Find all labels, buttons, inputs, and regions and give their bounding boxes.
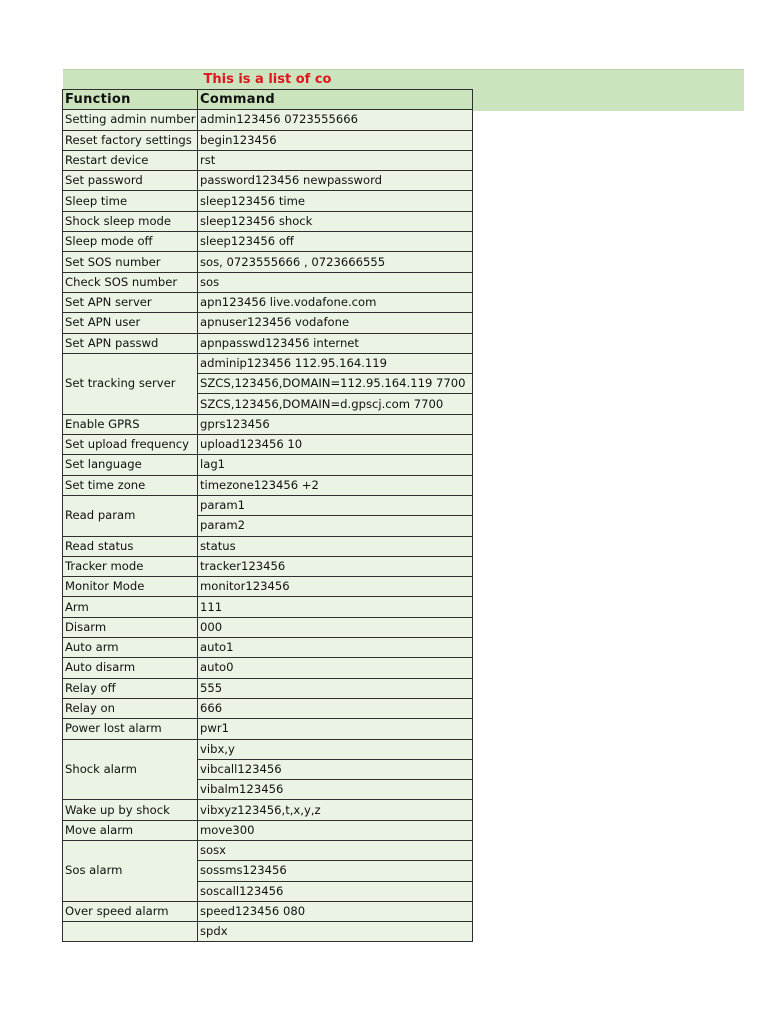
function-cell: Set language bbox=[63, 455, 198, 475]
table-header-row bbox=[63, 90, 473, 110]
table-row bbox=[63, 414, 473, 434]
command-cell: apnpasswd123456 internet bbox=[198, 333, 473, 353]
function-cell: Check SOS number bbox=[63, 272, 198, 292]
table-row bbox=[63, 739, 473, 759]
command-cell: param1 bbox=[198, 495, 473, 515]
table-row bbox=[63, 232, 473, 252]
command-cell: sos, 0723555666 , 0723666555 bbox=[198, 252, 473, 272]
command-cell: 666 bbox=[198, 698, 473, 718]
command-cell: gprs123456 bbox=[198, 414, 473, 434]
function-cell: Set APN user bbox=[63, 313, 198, 333]
function-cell: Set APN server bbox=[63, 292, 198, 312]
command-cell: sos bbox=[198, 272, 473, 292]
command-cell: apn123456 live.vodafone.com bbox=[198, 292, 473, 312]
table-row bbox=[63, 658, 473, 678]
command-cell: timezone123456 +2 bbox=[198, 475, 473, 495]
table-row bbox=[63, 617, 473, 637]
command-cell: 555 bbox=[198, 678, 473, 698]
table-row bbox=[63, 435, 473, 455]
command-cell: upload123456 10 bbox=[198, 435, 473, 455]
table-row bbox=[63, 171, 473, 191]
command-cell: 000 bbox=[198, 617, 473, 637]
command-cell: vibcall123456 bbox=[198, 759, 473, 779]
function-cell: Read status bbox=[63, 536, 198, 556]
table-row bbox=[63, 901, 473, 921]
function-cell: Auto arm bbox=[63, 638, 198, 658]
table-row bbox=[63, 110, 473, 130]
command-cell: auto0 bbox=[198, 658, 473, 678]
command-cell: 111 bbox=[198, 597, 473, 617]
table-row bbox=[63, 678, 473, 698]
command-cell: pwr1 bbox=[198, 719, 473, 739]
table-row bbox=[63, 495, 473, 515]
command-cell: SZCS,123456,DOMAIN=d.gpscj.com 7700 bbox=[198, 394, 473, 414]
table-row bbox=[63, 475, 473, 495]
function-cell: Setting admin number bbox=[63, 110, 198, 130]
command-cell: monitor123456 bbox=[198, 577, 473, 597]
table-row bbox=[63, 292, 473, 312]
command-cell: spdx bbox=[198, 922, 473, 942]
function-cell: Reset factory settings bbox=[63, 130, 198, 150]
command-cell: sleep123456 time bbox=[198, 191, 473, 211]
table-row bbox=[63, 536, 473, 556]
function-cell: Move alarm bbox=[63, 820, 198, 840]
function-cell: Set tracking server bbox=[63, 353, 198, 414]
function-cell: Set time zone bbox=[63, 475, 198, 495]
function-cell: Power lost alarm bbox=[63, 719, 198, 739]
function-cell: Tracker mode bbox=[63, 556, 198, 576]
table-row bbox=[63, 252, 473, 272]
command-cell: sleep123456 shock bbox=[198, 211, 473, 231]
function-cell: Shock sleep mode bbox=[63, 211, 198, 231]
command-cell: tracker123456 bbox=[198, 556, 473, 576]
function-cell: Relay on bbox=[63, 698, 198, 718]
command-cell: admin123456 0723555666 bbox=[198, 110, 473, 130]
table-row bbox=[63, 455, 473, 475]
column-header-function: Function bbox=[63, 90, 198, 110]
function-cell: Sos alarm bbox=[63, 840, 198, 901]
sheet-title: This is a list of co bbox=[203, 72, 332, 87]
command-cell: status bbox=[198, 536, 473, 556]
command-cell: apnuser123456 vodafone bbox=[198, 313, 473, 333]
table-row bbox=[63, 130, 473, 150]
function-cell: Shock alarm bbox=[63, 739, 198, 800]
function-cell: Sleep time bbox=[63, 191, 198, 211]
command-cell: vibalm123456 bbox=[198, 780, 473, 800]
table-row bbox=[63, 353, 473, 373]
function-cell: Disarm bbox=[63, 617, 198, 637]
command-cell: move300 bbox=[198, 820, 473, 840]
column-header-command: Command bbox=[198, 90, 473, 110]
command-cell: password123456 newpassword bbox=[198, 171, 473, 191]
function-cell: Restart device bbox=[63, 150, 198, 170]
command-cell: adminip123456 112.95.164.119 bbox=[198, 353, 473, 373]
function-cell: Monitor Mode bbox=[63, 577, 198, 597]
function-cell: Arm bbox=[63, 597, 198, 617]
table-row bbox=[63, 272, 473, 292]
command-cell: SZCS,123456,DOMAIN=112.95.164.119 7700 bbox=[198, 374, 473, 394]
command-cell: sleep123456 off bbox=[198, 232, 473, 252]
function-cell: Over speed alarm bbox=[63, 901, 198, 921]
command-cell: begin123456 bbox=[198, 130, 473, 150]
table-row bbox=[63, 800, 473, 820]
table-body bbox=[63, 110, 473, 942]
command-cell: sosx bbox=[198, 840, 473, 860]
table-row bbox=[63, 333, 473, 353]
table-row bbox=[63, 191, 473, 211]
table-row bbox=[63, 719, 473, 739]
table-row bbox=[63, 820, 473, 840]
table-row bbox=[63, 150, 473, 170]
function-cell: Relay off bbox=[63, 678, 198, 698]
function-cell: Sleep mode off bbox=[63, 232, 198, 252]
command-cell: auto1 bbox=[198, 638, 473, 658]
table-row bbox=[63, 698, 473, 718]
table-row bbox=[63, 597, 473, 617]
function-cell: Enable GPRS bbox=[63, 414, 198, 434]
table-row bbox=[63, 577, 473, 597]
function-cell: Set APN passwd bbox=[63, 333, 198, 353]
function-cell: Auto disarm bbox=[63, 658, 198, 678]
table-row bbox=[63, 840, 473, 860]
command-cell: lag1 bbox=[198, 455, 473, 475]
table-row bbox=[63, 556, 473, 576]
command-cell: speed123456 080 bbox=[198, 901, 473, 921]
command-cell: soscall123456 bbox=[198, 881, 473, 901]
table-row bbox=[63, 638, 473, 658]
command-cell: rst bbox=[198, 150, 473, 170]
table-row bbox=[63, 211, 473, 231]
function-cell: Read param bbox=[63, 495, 198, 536]
table-row bbox=[63, 313, 473, 333]
command-table bbox=[62, 89, 473, 942]
table-row bbox=[63, 922, 473, 942]
command-cell: param2 bbox=[198, 516, 473, 536]
function-cell: Wake up by shock bbox=[63, 800, 198, 820]
function-cell: Set password bbox=[63, 171, 198, 191]
function-cell bbox=[63, 922, 198, 942]
command-cell: vibx,y bbox=[198, 739, 473, 759]
command-cell: sossms123456 bbox=[198, 861, 473, 881]
function-cell: Set SOS number bbox=[63, 252, 198, 272]
command-cell: vibxyz123456,t,x,y,z bbox=[198, 800, 473, 820]
function-cell: Set upload frequency bbox=[63, 435, 198, 455]
